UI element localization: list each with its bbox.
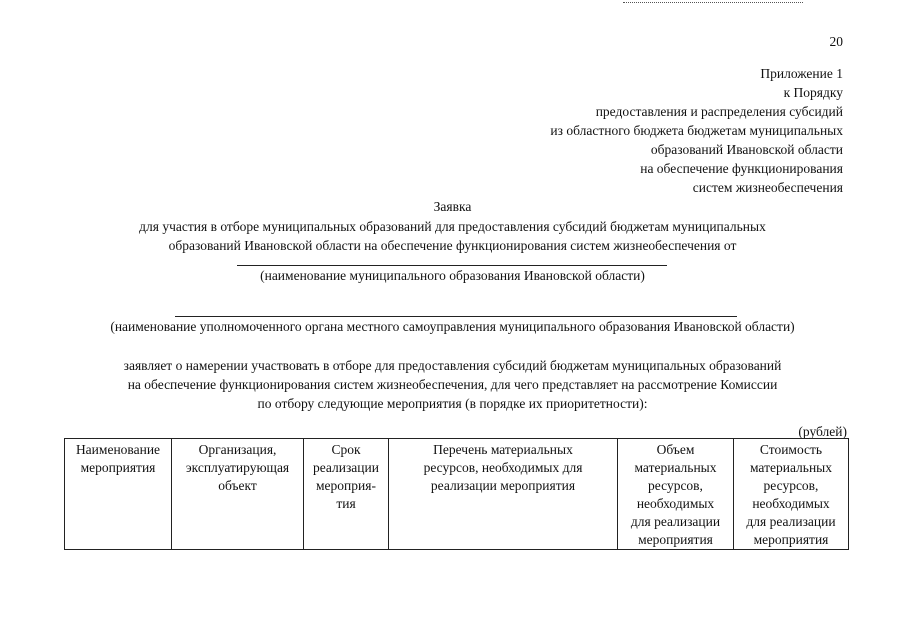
statement-paragraph (0, 356, 905, 413)
municipality-fill-line (237, 265, 667, 266)
appendix-line: из областного бюджета бюджетам муниципальных (550, 123, 843, 138)
appendix-reference (550, 64, 843, 197)
measures-table (64, 438, 849, 550)
authority-caption: (наименование уполномоченного органа местного самоуправления муниципального образования Ивановской области) (110, 319, 795, 334)
statement-line: заявляет о намерении участвовать в отборе для предоставления субсидий бюджетам муниципальных образований (123, 358, 782, 373)
currency-note: (рублей) (798, 424, 847, 439)
header-operating-organization: Организация, эксплуатирующая объект (172, 439, 304, 550)
appendix-line: к Порядку (783, 85, 843, 100)
appendix-line: Приложение 1 (760, 66, 843, 81)
header-measure-name: Наименование мероприятия (65, 439, 172, 550)
appendix-line: образований Ивановской области (650, 142, 843, 157)
header-resource-volume: Объем материальных ресурсов, необходимых для реализации мероприятия (618, 439, 734, 550)
municipality-caption: (наименование муниципального образования Ивановской области) (260, 268, 645, 283)
top-edge-rule (623, 2, 803, 3)
header-resource-cost: Стоимость материальных ресурсов, необходимых для реализации мероприятия (734, 439, 849, 550)
document-title: Заявка (433, 199, 472, 214)
header-resource-list: Перечень материальных ресурсов, необходимых для реализации мероприятия (389, 439, 618, 550)
appendix-line: предоставления и распределения субсидий (595, 104, 843, 119)
authority-fill-line (175, 316, 737, 317)
intro-line: для участия в отборе муниципальных образований для предоставления субсидий бюджетам муниципальных (139, 219, 766, 234)
appendix-line: систем жизнеобеспечения (692, 180, 843, 195)
intro-line: образований Ивановской области на обеспечение функционирования систем жизнеобеспечения от (168, 238, 737, 253)
intro-paragraph (0, 217, 905, 255)
statement-line: на обеспечение функционирования систем жизнеобеспечения, для чего представляет на рассмотрение Комиссии (127, 377, 778, 392)
statement-line: по отбору следующие мероприятия (в порядке их приоритетности): (257, 396, 648, 411)
page-number: 20 (829, 34, 843, 49)
table-header-row (65, 439, 849, 550)
header-implementation-period: Срок реализации мероприя- тия (304, 439, 389, 550)
appendix-line: на обеспечение функционирования (640, 161, 843, 176)
